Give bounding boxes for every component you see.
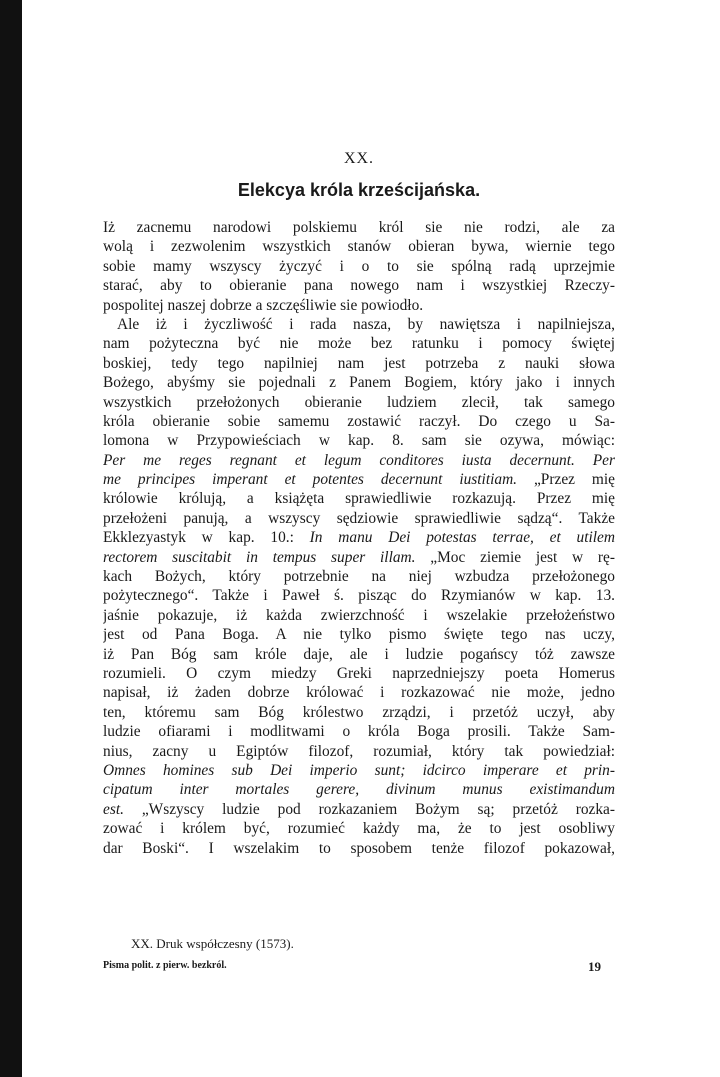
text-line [103,722,615,741]
text-segment: wolą i zezwolenim wszystkich stanów obieran bywa, wiernie tego [103,238,615,256]
chapter-number: XX. [343,150,375,167]
text-segment: „Przez mię [517,471,615,489]
text-line [103,237,615,256]
text-segment: boskiej, tedy tego napilniej nam jest potrzeba z nauki słowa [103,354,615,372]
text-line [103,819,615,838]
text-line [103,509,615,528]
text-segment: Bożego, abyśmy sie pojednali z Panem Bogiem, który jako i innych [103,374,615,392]
text-line [103,606,615,625]
text-line [103,276,615,295]
text-line [103,780,615,799]
text-line [103,489,615,508]
text-line [103,470,615,489]
latin-quote: me principes imperant et potentes decernunt iustitiam. [103,471,518,489]
text-line [103,761,615,780]
chapter-title: Elekcya króla krześcijańska. [237,180,481,200]
book-spine-edge [0,0,22,1077]
text-segment: iż Pan Bóg sam króle daje, ale i ludzie pogańscy tóż zawsze [103,645,615,663]
text-line [103,839,615,858]
text-line [103,742,615,761]
text-segment: nius, zacny u Egiptów filozof, rozumiał, który tak powiedział: [103,742,615,760]
text-segment: Iż zacnemu narodowi polskiemu król sie nie rodzi, ale za [103,219,615,236]
text-line [103,548,615,567]
text-segment: przełożeni panują, a wszyscy sędziowie sprawiedliwie sądzą“. Także [103,509,615,527]
latin-quote: In manu Dei potestas terrae, et utilem [309,529,615,547]
text-segment: ludzie ofiarami i modlitwami o króla Boga prosili. Także Sam- [103,723,615,741]
text-line [103,334,615,353]
text-line [103,683,615,702]
text-line [103,315,615,334]
text-segment: kach Bożych, który potrzebnie na niej wzbudza przełożonego [103,568,615,586]
text-segment: królowie królują, a książęta sprawiedliwie rozkazują. Przez mię [103,490,615,508]
text-segment: lomona w Przypowieściach w kap. 8. sam sie ozywa, mówiąc: [103,432,615,450]
text-line [103,257,615,276]
text-line [103,354,615,373]
text-segment: nam pożyteczna być nie może bez ratunku i pomocy świętej [103,335,615,353]
text-segment: króla obieranie sobie samemu zostawić raczył. Do czego u Sa- [103,412,615,430]
text-segment: zować i królem być, rozumieć każdy ma, że to jest osobliwy [103,820,615,838]
latin-quote: cipatum inter mortales gerere, divinum munus existimandum [103,781,615,799]
text-segment: starać, aby to obieranie pana nowego nam i wszystkiej Rzeczy- [103,277,615,295]
text-segment: pożytecznego“. Także i Paweł ś. pisząc do Rzymianów w kap. 13. [103,587,615,605]
text-line [103,625,615,644]
latin-quote: est. [103,800,124,818]
page-number: 19 [588,959,601,974]
text-segment: sobie mamy wszyscy życzyć i o to sie spólną radą uprzejmie [103,257,615,275]
text-line [103,451,615,470]
page-content [103,150,615,858]
text-line [103,586,615,605]
latin-quote: Omnes homines sub Dei imperio sunt; idcirco imperare et prin- [103,761,615,779]
text-segment: Ekklezyastyk w kap. 10.: [103,529,310,547]
text-line [103,703,615,722]
body-text [103,218,615,858]
text-line [103,567,615,586]
text-line [103,218,615,237]
text-segment: jaśnie pokazuje, iż każda zwierzchność i wszelakie przełożeństwo [103,606,615,624]
text-line [103,431,615,450]
text-line [103,296,615,315]
latin-quote: rectorem suscitabit in tempus super illam. [103,548,416,566]
text-line [103,393,615,412]
text-segment: napisał, iż żaden dobrze królować i rozkazować nie może, jedno [103,684,615,702]
text-line [103,664,615,683]
text-segment: „Moc ziemie jest w rę- [415,548,615,566]
text-segment: jest od Pana Boga. A nie tylko pismo święte tego nas uczy, [103,626,615,644]
text-segment: pospolitej naszej dobrze a szczęśliwie sie powiodło. [103,296,424,314]
running-footer: Pisma polit. z pierw. bezkról. [103,960,227,971]
footnote: XX. Druk współczesny (1573). [131,936,294,951]
text-line [103,528,615,547]
text-segment: dar Boski“. I wszelakim to sposobem tenże filozof pokazował, [103,839,615,857]
latin-quote: Per me reges regnant et legum conditores iusta decernunt. Per [103,451,615,469]
text-segment: Ale iż i życzliwość i rada nasza, by nawiętsza i napilniejsza, [117,315,615,333]
text-line [103,800,615,819]
text-segment: „Wszyscy ludzie pod rozkazaniem Bożym są; przetóż rozka- [123,800,615,818]
text-line [103,373,615,392]
text-segment: rozumieli. O czym miedzy Greki naprzedniejszy poeta Homerus [103,664,615,682]
text-segment: ten, któremu sam Bóg królestwo zrządzi, i przetóż uczył, aby [103,703,615,721]
text-segment: wszystkich przełożonych obieranie ludziem zlecił, tak samego [103,393,615,411]
text-line [103,645,615,664]
text-line [103,412,615,431]
